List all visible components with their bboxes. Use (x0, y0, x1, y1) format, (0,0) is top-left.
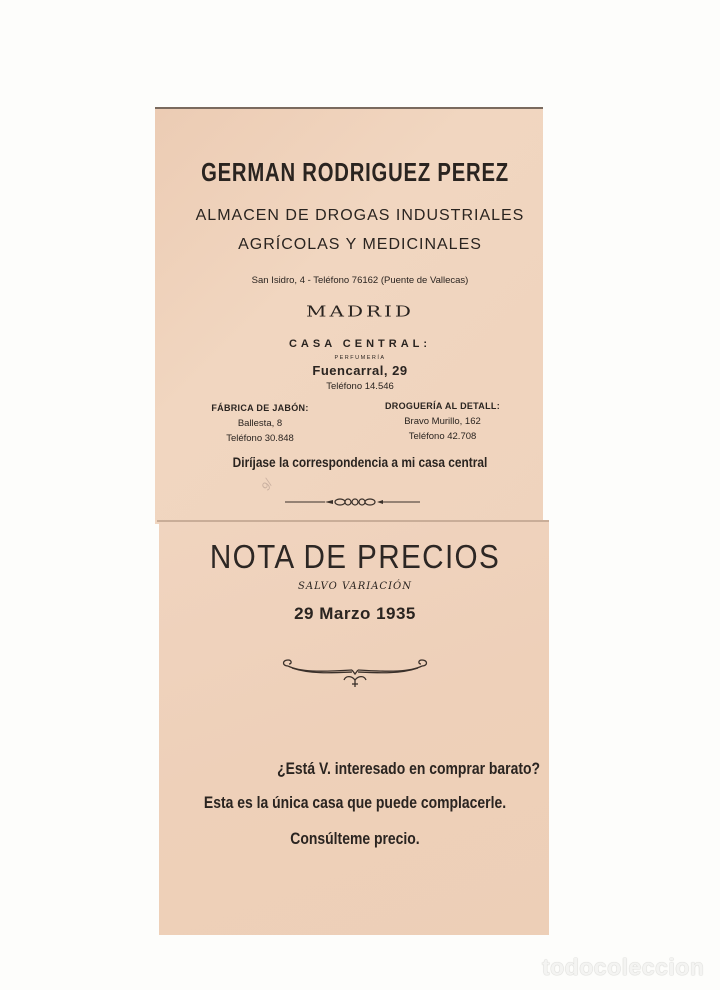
branch-heading: DROGUERÍA AL DETALL: (385, 401, 500, 411)
business-description-line2: AGRÍCOLAS Y MEDICINALES (238, 236, 482, 253)
pencil-marks: 9/ (258, 477, 276, 493)
pitch-claim: Esta es la única casa que puede complacerle. (203, 793, 507, 812)
central-heading: CASA CENTRAL: (288, 338, 432, 350)
branch-phone: Teléfono 30.848 (226, 433, 294, 444)
title-note: SALVO VARIACIÓN (298, 581, 412, 592)
company-name: GERMAN RODRIGUEZ PEREZ (201, 157, 509, 187)
document-date: 29 Marzo 1935 (294, 604, 416, 623)
branch-retail-drugstore (370, 399, 515, 444)
document-title: NOTA DE PRECIOS (209, 538, 501, 575)
watermark-logo: todocoleccion (542, 954, 705, 980)
city-heading: MADRID (306, 302, 414, 320)
central-phone: Teléfono 14.546 (326, 381, 394, 392)
branch-phone: Teléfono 42.708 (408, 431, 477, 442)
branch-heading: FÁBRICA DE JABÓN: (211, 403, 309, 413)
address-line: San Isidro, 4 - Teléfono 76162 (Puente de Vallecas) (251, 275, 469, 286)
flourish-ornament-icon (280, 658, 430, 690)
ornament-divider-icon (285, 496, 420, 508)
central-street: Fuencarral, 29 (312, 363, 408, 378)
branch-street: Bravo Murillo, 162 (404, 416, 481, 427)
branch-soap-factory (200, 401, 320, 446)
fold-line (157, 520, 549, 522)
central-label: PERFUMERÍA (334, 355, 386, 361)
pitch-question: ¿Está V. interesado en comprar barato? (277, 759, 540, 778)
business-description-line1: ALMACEN DE DROGAS INDUSTRIALES (195, 207, 525, 224)
correspondence-note: Diríjase la correspondencia a mi casa central (232, 454, 488, 470)
pitch-call-to-action: Consúlteme precio. (290, 829, 420, 848)
branch-street: Ballesta, 8 (237, 418, 283, 429)
